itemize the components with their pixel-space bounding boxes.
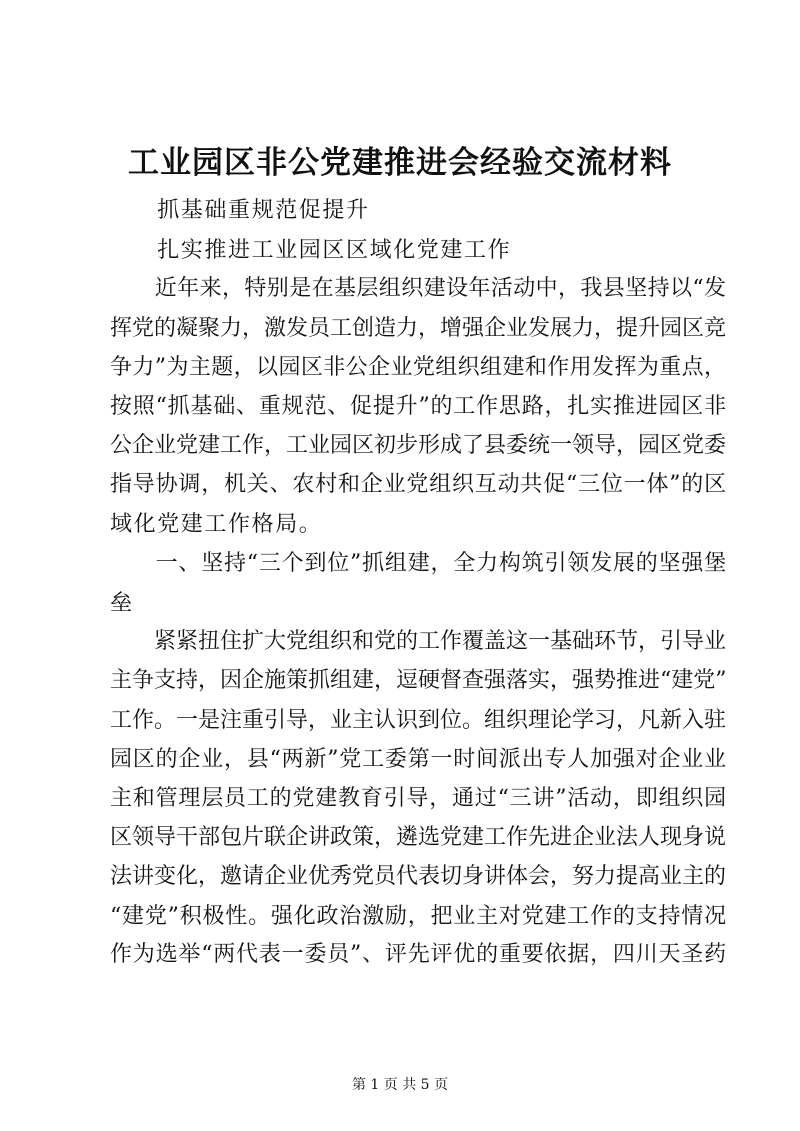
document-title: 工业园区非公党建推进会经验交流材料: [128, 145, 672, 181]
body-text-line: 挥党的凝聚力，激发员工创造力，增强企业发展力，提升园区竞: [110, 316, 727, 341]
body-text-line: 主争支持，因企施策抓组建，逗硬督查强落实，强势推进“建党”: [110, 668, 727, 693]
section-heading-line: 垒: [110, 591, 134, 616]
body-text-line: 园区的企业，县“两新”党工委第一时间派出专人加强对企业业: [110, 747, 727, 772]
subtitle-line-2: 扎实推进工业园区区域化党建工作: [110, 238, 512, 263]
body-text-line: 公企业党建工作，工业园区初步形成了县委统一领导，园区党委: [110, 433, 727, 458]
section-heading-line: 一、坚持“三个到位”抓组建，全力构筑引领发展的坚强堡: [110, 551, 727, 576]
body-text-line: 域化党建工作格局。: [110, 512, 323, 537]
body-text-line: 工作。一是注重引导，业主认识到位。组织理论学习，凡新入驻: [110, 708, 727, 733]
body-text-line: 争力”为主题，以园区非公企业党组织组建和作用发挥为重点，: [110, 355, 727, 380]
body-text-line: 指导协调，机关、农村和企业党组织互动共促“三位一体”的区: [110, 472, 727, 497]
subtitle-line-1: 抓基础重规范促提升: [110, 198, 370, 223]
body-text-line: 作为选举“两代表一委员”、评先评优的重要依据，四川天圣药: [110, 942, 727, 967]
body-text-line: “建党”积极性。强化政治激励，把业主对党建工作的支持情况: [110, 904, 727, 929]
body-text-line: 法讲变化，邀请企业优秀党员代表切身讲体会，努力提高业主的: [110, 864, 727, 889]
body-text-line: 主和管理层员工的党建教育引导，通过“三讲”活动，即组织园: [110, 786, 727, 811]
body-text-line: 区领导干部包片联企讲政策，遴选党建工作先进企业法人现身说: [110, 825, 727, 850]
body-text-line: 紧紧扭住扩大党组织和党的工作覆盖这一基础环节，引导业: [110, 629, 727, 654]
body-text-line: 按照“抓基础、重规范、促提升”的工作思路，扎实推进园区非: [110, 394, 727, 419]
page-number-footer: 第 1 页 共 5 页: [351, 1077, 449, 1093]
body-text-line: 近年来，特别是在基层组织建设年活动中，我县坚持以“发: [110, 276, 727, 301]
